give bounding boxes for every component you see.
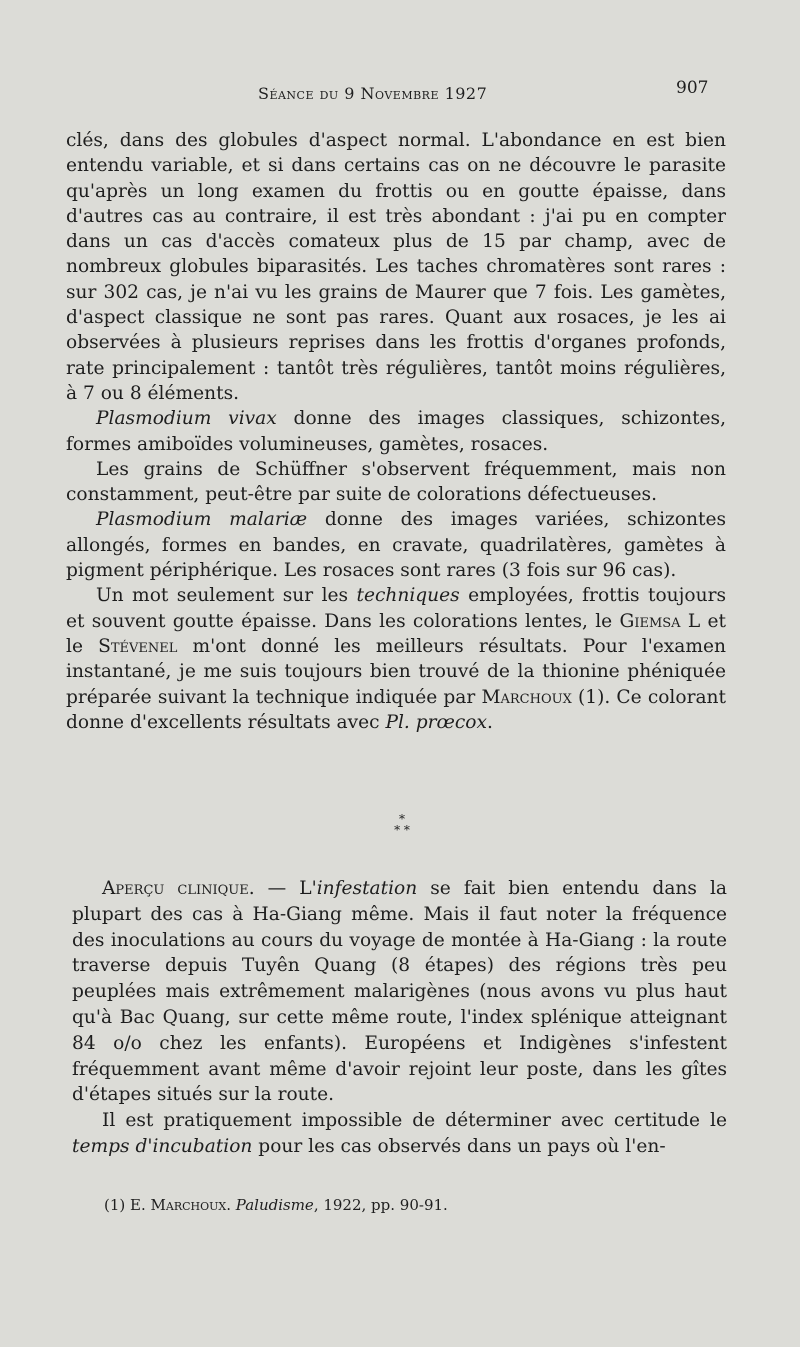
giemsa-name: Giemsa xyxy=(619,610,681,632)
techniques-text-f: . xyxy=(487,711,493,733)
temps-incubation-italic: temps d'incubation xyxy=(72,1135,253,1157)
footnote xyxy=(104,1196,448,1214)
paragraph-techniques xyxy=(66,583,726,735)
vivax-text: donne des images classiques, schizontes, formes amiboïdes volumineuses, gamètes, rosaces. xyxy=(66,408,726,455)
techniques-text-e: (1). Ce colorant donne d'excellents résultats avec xyxy=(66,686,726,733)
malariae-text: donne des images variées, schizontes allongés, formes en bandes, en cravate, quadrilatères, gamètes à pigment périphérique. Les rosaces sont rares (3 fois sur 96 cas). xyxy=(66,509,726,582)
paragraph-incubation xyxy=(72,1108,727,1160)
techniques-text-d: m'ont donné les meilleurs résultats. Pour l'examen instantané, je me suis toujours bien trouvé de la thionine phéniquée préparée suivant la technique indiquée par xyxy=(66,635,726,708)
paragraph-apercu-clinique xyxy=(72,876,727,1108)
footnote-title: Paludisme xyxy=(235,1196,314,1214)
paragraph-1: clés, dans des globules d'aspect normal. L'abondance en est bien entendu variable, et si dans certains cas on ne découvre le parasite qu'après un long examen du frottis ou en goutte épaisse, dans d'autres cas au contraire, il est très abondant : j'ai pu en compter dans un cas d'accès comateux plus de 15 par champ, avec de nombreux globules biparasités. Les taches chromatères sont rares : sur 302 cas, je n'ai vu les grains de Maurer que 7 fois. Les gamètes, d'aspect classique ne sont pas rares. Quant aux rosaces, je les ai observées à plusieurs reprises dans les frottis d'organes profonds, rate principalement : tantôt très régulières, tantôt moins régulières, à 7 ou 8 éléments. xyxy=(66,130,726,404)
footnote-rest: , 1922, pp. 90-91. xyxy=(313,1196,448,1214)
species-malariae: Plasmodium malariæ xyxy=(96,509,308,531)
infestation-text: se fait bien entendu dans la plupart des cas à Ha-Giang même. Mais il faut noter la fréquence des inoculations au cours du voyage de montée à Ha-Giang : la route traverse depuis Tuyên Quang (8 étapes) des régions très peu peuplées mais extrêmement malarigènes (nous avons vu plus haut qu'à Bac Quang, sur cette même route, l'index splénique atteignant 84 o/o chez les enfants). Européens et Indigènes s'infestent fréquemment avant même d'avoir rejoint leur poste, dans les gîtes d'étapes situés sur la route. xyxy=(72,878,727,1106)
species-vivax: Plasmodium vivax xyxy=(96,408,277,430)
techniques-text-c: L et le xyxy=(66,610,726,657)
species-praecox: Pl. prœcox xyxy=(385,711,487,733)
heading-dash: — L' xyxy=(254,878,317,899)
footnote-separator: . xyxy=(226,1196,236,1214)
incubation-text-b: pour les cas observés dans un pays où l'en- xyxy=(252,1135,666,1157)
paragraph-schuffner: Les grains de Schüffner s'observent fréquemment, mais non constamment, peut-être par suite de colorations défectueuses. xyxy=(66,458,726,506)
clinical-section xyxy=(72,876,727,1160)
footnote-marker: (1) E. xyxy=(104,1196,151,1214)
asterism-top: * xyxy=(399,812,405,826)
techniques-text-a: Un mot seulement sur les xyxy=(96,585,357,607)
techniques-text-b: employées, frottis toujours et souvent goutte épaisse. Dans les colorations lentes, le xyxy=(66,585,726,632)
main-text xyxy=(66,128,726,735)
marchoux-name: Marchoux xyxy=(481,686,572,708)
section-asterism xyxy=(390,814,414,836)
paragraph-plasmodium-vivax xyxy=(66,406,726,457)
incubation-text-a: Il est pratiquement impossible de déterminer avec certitude le xyxy=(102,1110,727,1132)
section-heading: Aperçu clinique. xyxy=(102,878,255,899)
page-number: 907 xyxy=(676,78,709,98)
paragraph-plasmodium-malariae xyxy=(66,507,726,583)
asterism-bottom: * * xyxy=(394,823,410,837)
stevenel-name: Stévenel xyxy=(98,635,178,657)
footnote-author: Marchoux xyxy=(150,1196,227,1214)
running-head: Séance du 9 Novembre 1927 xyxy=(258,84,488,103)
infestation-italic: infestation xyxy=(316,878,418,899)
techniques-italic: techniques xyxy=(356,585,460,607)
